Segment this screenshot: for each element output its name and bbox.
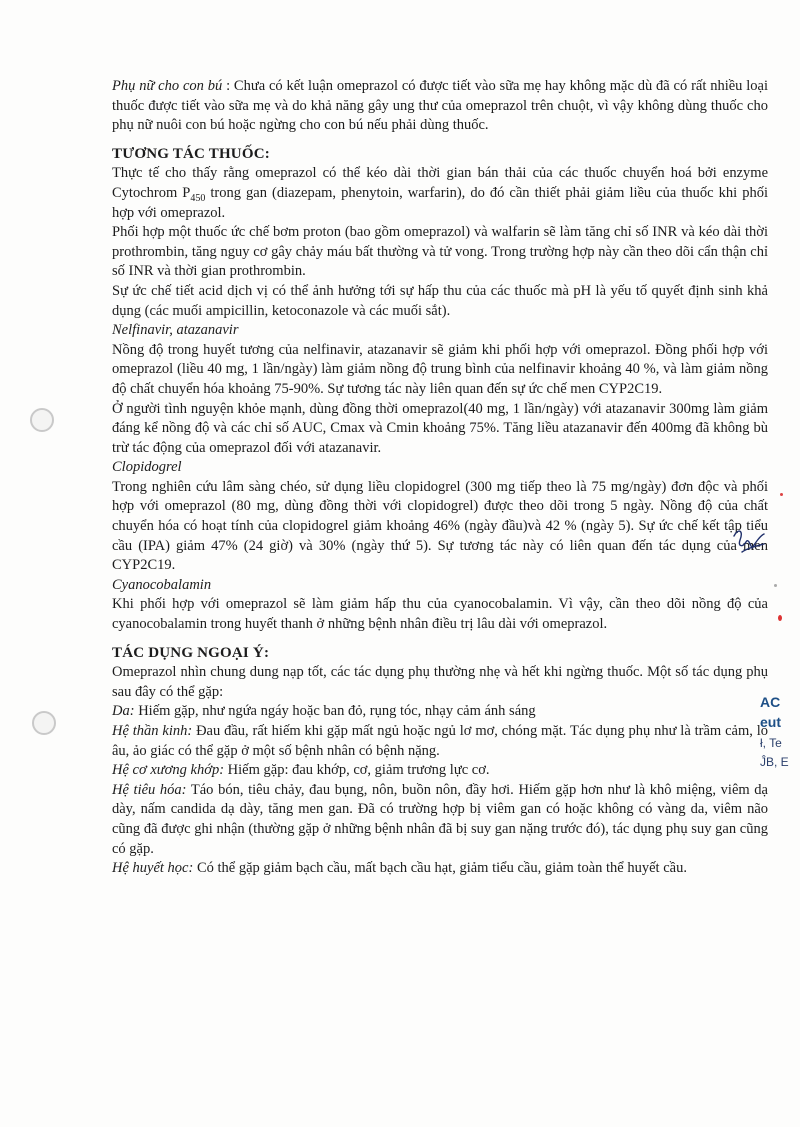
label-run: Hệ thần kinh: (112, 723, 193, 739)
paragraph: Khi phối hợp với omeprazol sẽ làm giảm hấp thu của cyanocobalamin. Vì vậy, cần theo dõi nồng độ của cyanocobalamin trong huyết thanh ở những bệnh nhân điều trị lâu dài với omeprazol. (112, 596, 768, 633)
label-run: Phụ nữ cho con bú (112, 78, 223, 94)
text-run: Có thể gặp giảm bạch cầu, mất bạch cầu hạt, giảm tiểu cầu, giảm toàn thể huyết cầu. (193, 860, 687, 877)
text-run: Táo bón, tiêu chảy, đau bụng, nôn, buồn nôn, đầy hơi. Hiếm gặp hơn như là khô miệng, viêm dạ dày, nấm candida dạ dày, tăng men gan. Đã có trường hợp bị viêm gan có hoặc không có vàng da, viêm não cũng đã được ghi nhận (thường gặp ở những bệnh nhân đã bị suy gan nặng trước đó), tác dụng phụ suy gan cũng có gặp. (112, 781, 768, 857)
paragraph (112, 702, 768, 722)
paragraph (112, 761, 768, 781)
text-run: : Chưa có kết luận omeprazol có được tiết vào sữa mẹ hay không mặc dù đã có rất nhiều loại thuốc được tiết vào sữa mẹ và do khả năng gây ung thư của omeprazol trên chuột, vì vậy không dùng thuốc cho phụ nữ nuôi con bú hoặc ngừng cho con bú nếu phải dùng thuốc. (112, 78, 768, 134)
paragraph: Phối hợp một thuốc ức chế bơm proton (bao gồm omeprazol) và walfarin sẽ làm tăng chỉ số INR và kéo dài thời prothrombin, tăng nguy cơ gây chảy máu bất thường và tử vong. Trong trường hợp này cần theo dõi cẩn thận chỉ số INR và thời gian prothrombin. (112, 224, 768, 280)
label-run: Da: (112, 703, 135, 720)
paragraph: Trong nghiên cứu lâm sàng chéo, sử dụng liều clopidogrel (300 mg tiếp theo là 75 mg/ngày) đơn độc và phối hợp với omeprazol (80 mg, dùng đồng thời với clopidogrel) được theo dõi trong 5 ngày. Nồng độ của chất chuyển hóa có hoạt tính của clopidogrel giảm khoảng 46% (ngày đầu)và 42 % (ngày 5). Sự ức chế kết tập tiểu cầu (IPA) giảm 47% (24 giờ) và 30% (ngày thứ 5). Sự tương tác này có liên quan đến tác dụng của men CYP2C19. (112, 478, 768, 574)
paragraph (112, 781, 768, 859)
paragraph (112, 859, 768, 879)
ink-dot (774, 584, 777, 587)
text-run: Đau đầu, rất hiếm khi gặp mất ngủ hoặc ngủ lơ mơ, chóng mặt. Tác dụng phụ như là trầm cảm, lo âu, ảo giác có thể gặp ở một số bệnh nhân có bệnh nặng. (112, 723, 768, 759)
handwritten-initials (728, 522, 768, 562)
text-run: Hiếm gặp: đau khớp, cơ, giảm trương lực cơ. (224, 762, 490, 779)
red-mark-2 (778, 615, 782, 621)
drug-subheading: Clopidogrel (112, 459, 182, 476)
punch-hole-top (30, 408, 54, 432)
edge-text-4: ĴB, E (760, 755, 789, 769)
paragraph: Nồng độ trong huyết tương của nelfinavir, atazanavir sẽ giảm khi phối hợp với omeprazol. Đồng phối hợp với omeprazol (liều 40 mg, 1 lần/ngày) làm giảm nồng độ trung bình của nelfinavir khoảng 40 %, và làm giảm nồng độ chất chuyển hóa khoảng 75-90%. Sự tương tác này liên quan đến sự ức chế men CYP2C19. (112, 341, 768, 397)
edge-text-1: AC (760, 694, 781, 710)
label-run: Hệ tiêu hóa: (112, 781, 187, 798)
label-run: Hệ huyết học: (112, 860, 194, 877)
text-run: Thực tế cho thấy rằng omeprazol có thể kéo dài thời gian bán thải của các thuốc chuyển hoá bởi enzyme Cytochrom P (112, 165, 768, 201)
section-heading: TÁC DỤNG NGOẠI Ý: (112, 644, 270, 661)
paragraph (112, 77, 768, 136)
section-heading: TƯƠNG TÁC THUỐC: (112, 145, 270, 162)
paragraph: Omeprazol nhìn chung dung nạp tốt, các tác dụng phụ thường nhẹ và hết khi ngừng thuốc. Một số tác dụng phụ sau đây có thể gặp: (112, 664, 768, 700)
paragraph: Ở người tình nguyện khỏe mạnh, dùng đồng thời omeprazol(40 mg, 1 lần/ngày) với atazanavir 300mg làm giảm đáng kể nồng độ và các chỉ số AUC, Cmax và Cmin khoảng 75%. Tăng liều atazanavir đến 400mg đã không bù trừ tác động của omeprazol đối với atazanavir. (112, 400, 768, 456)
edge-text-2: eut (760, 714, 781, 730)
text-run: Hiếm gặp, như ngứa ngáy hoặc ban đỏ, rụng tóc, nhạy cảm ánh sáng (134, 703, 536, 720)
text-run: trong gan (diazepam, phenytoin, warfarin), do đó cần thiết phải giảm liều của thuốc khi phối hợp với omeprazol. (112, 184, 768, 221)
document-body (112, 77, 768, 879)
edge-text-3: ł, Te (760, 736, 782, 750)
paragraph (112, 722, 768, 761)
red-mark-1 (780, 493, 783, 496)
drug-subheading: Nelfinavir, atazanavir (112, 322, 239, 339)
paragraph: Sự ức chế tiết acid dịch vị có thể ảnh hưởng tới sự hấp thu của các thuốc mà pH là yếu tố quyết định sinh khả dụng (các muối ampicillin, ketoconazole và các muối sắt). (112, 282, 768, 319)
label-run: Hệ cơ xương khớp: (112, 762, 225, 779)
paragraph (112, 164, 768, 223)
drug-subheading: Cyanocobalamin (112, 576, 212, 593)
subscript-run: 450 (190, 192, 206, 204)
punch-hole-bottom (32, 711, 56, 735)
